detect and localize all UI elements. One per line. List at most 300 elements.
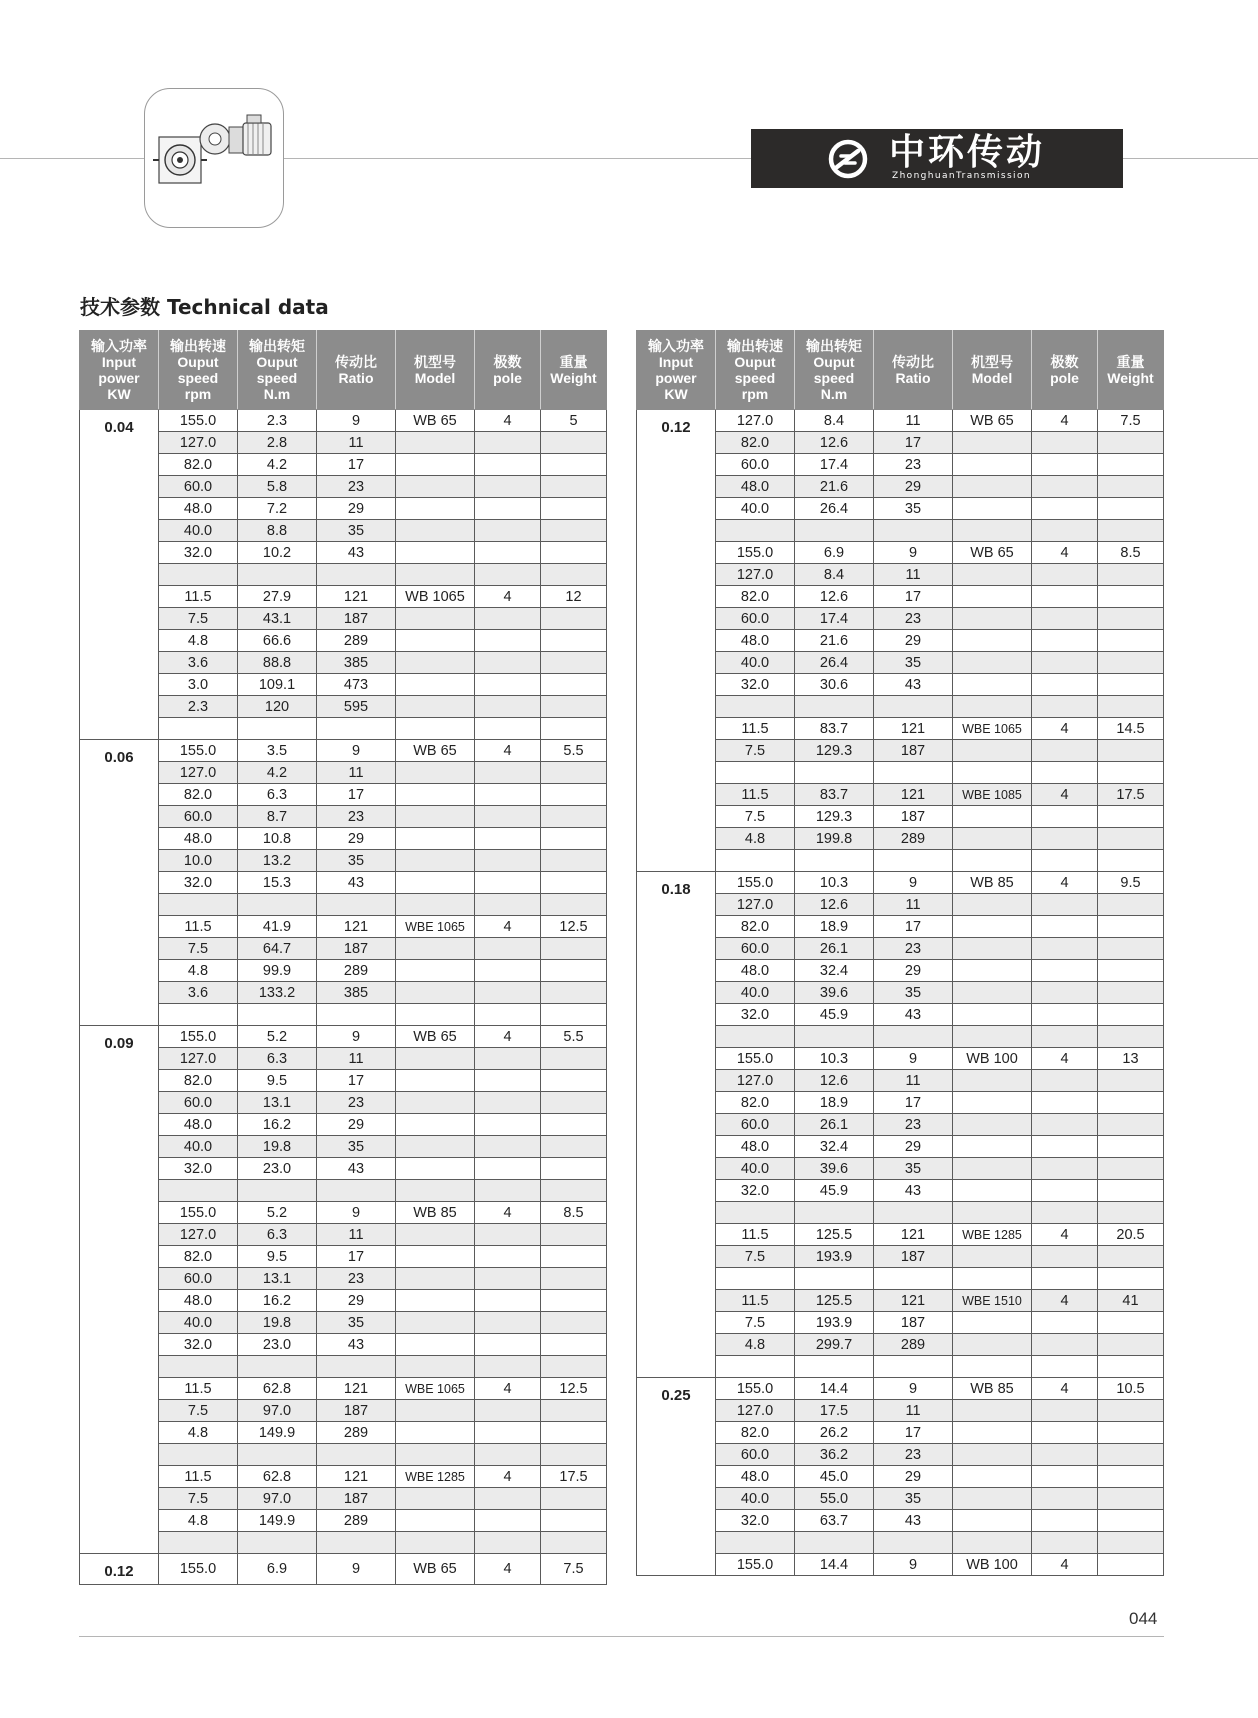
speed-cell: 32.0 <box>716 1510 795 1532</box>
table-row <box>637 432 1164 454</box>
weight-cell <box>541 718 607 740</box>
table-row <box>80 1312 607 1334</box>
table-row <box>80 1510 607 1532</box>
torque-cell: 97.0 <box>238 1488 317 1510</box>
header-output-speed: 输出转速 Ouput speed rpm <box>159 331 238 410</box>
torque-cell: 12.6 <box>795 1070 874 1092</box>
page-number: 044 <box>1129 1609 1158 1628</box>
input-power-cell: 0.04 <box>80 410 159 740</box>
pole-cell: 4 <box>475 1026 541 1048</box>
speed-cell: 32.0 <box>159 542 238 564</box>
ratio-cell: 35 <box>874 498 953 520</box>
speed-cell: 4.8 <box>716 828 795 850</box>
weight-cell <box>1098 1488 1164 1510</box>
speed-cell: 40.0 <box>716 652 795 674</box>
torque-cell: 55.0 <box>795 1488 874 1510</box>
pole-cell <box>475 454 541 476</box>
table-row <box>637 1532 1164 1554</box>
weight-cell <box>1098 630 1164 652</box>
weight-cell <box>1098 652 1164 674</box>
speed-cell: 82.0 <box>716 432 795 454</box>
model-cell <box>396 1158 475 1180</box>
table-row <box>80 1004 607 1026</box>
table-header-row <box>80 331 607 410</box>
speed-cell: 48.0 <box>159 1290 238 1312</box>
table-row <box>80 1202 607 1224</box>
torque-cell: 10.3 <box>795 1048 874 1070</box>
pole-cell <box>1032 696 1098 718</box>
model-cell <box>396 1180 475 1202</box>
model-cell <box>953 1334 1032 1356</box>
pole-cell <box>1032 630 1098 652</box>
speed-cell: 82.0 <box>716 1422 795 1444</box>
model-cell <box>953 1444 1032 1466</box>
table-row <box>637 740 1164 762</box>
ratio-cell: 187 <box>874 806 953 828</box>
table-row <box>637 1114 1164 1136</box>
table-row <box>80 410 607 432</box>
weight-cell <box>1098 498 1164 520</box>
ratio-cell: 17 <box>317 1070 396 1092</box>
table-row <box>637 1026 1164 1048</box>
weight-cell <box>541 1136 607 1158</box>
speed-cell: 155.0 <box>159 1202 238 1224</box>
pole-cell <box>1032 982 1098 1004</box>
ratio-cell: 35 <box>317 1136 396 1158</box>
input-power-cell: 0.25 <box>637 1378 716 1576</box>
pole-cell <box>475 762 541 784</box>
torque-cell: 45.0 <box>795 1466 874 1488</box>
header-rule-middle <box>282 158 751 159</box>
weight-cell <box>541 1180 607 1202</box>
weight-cell <box>541 1510 607 1532</box>
weight-cell: 10.5 <box>1098 1378 1164 1400</box>
torque-cell: 6.9 <box>795 542 874 564</box>
weight-cell <box>541 1290 607 1312</box>
pole-cell <box>1032 1158 1098 1180</box>
pole-cell <box>1032 960 1098 982</box>
table-row <box>80 432 607 454</box>
table-row <box>637 1356 1164 1378</box>
table-row <box>637 1378 1164 1400</box>
ratio-cell: 11 <box>874 1070 953 1092</box>
speed-cell: 11.5 <box>716 1224 795 1246</box>
torque-cell <box>795 1356 874 1378</box>
model-cell: WB 85 <box>953 1378 1032 1400</box>
ratio-cell: 43 <box>317 872 396 894</box>
header-model: 机型号 Model <box>953 331 1032 410</box>
ratio-cell: 187 <box>317 608 396 630</box>
model-cell <box>953 1114 1032 1136</box>
model-cell <box>953 828 1032 850</box>
model-cell: WB 100 <box>953 1554 1032 1576</box>
torque-cell <box>795 850 874 872</box>
model-cell <box>396 520 475 542</box>
speed-cell <box>159 1444 238 1466</box>
speed-cell: 4.8 <box>159 630 238 652</box>
ratio-cell: 11 <box>317 432 396 454</box>
speed-cell: 11.5 <box>716 718 795 740</box>
torque-cell: 62.8 <box>238 1466 317 1488</box>
speed-cell: 32.0 <box>159 1334 238 1356</box>
ratio-cell: 121 <box>874 1224 953 1246</box>
ratio-cell: 187 <box>874 1246 953 1268</box>
table-row <box>637 1070 1164 1092</box>
torque-cell: 99.9 <box>238 960 317 982</box>
weight-cell: 12 <box>541 586 607 608</box>
model-cell <box>396 762 475 784</box>
torque-cell: 26.1 <box>795 938 874 960</box>
speed-cell: 10.0 <box>159 850 238 872</box>
model-cell <box>396 828 475 850</box>
table-row <box>637 1158 1164 1180</box>
pole-cell <box>475 894 541 916</box>
pole-cell <box>475 542 541 564</box>
speed-cell: 40.0 <box>716 982 795 1004</box>
model-cell <box>953 916 1032 938</box>
ratio-cell: 121 <box>317 1378 396 1400</box>
ratio-cell: 23 <box>874 938 953 960</box>
torque-cell: 12.6 <box>795 432 874 454</box>
weight-cell <box>541 894 607 916</box>
table-row <box>637 498 1164 520</box>
torque-cell: 8.8 <box>238 520 317 542</box>
torque-cell: 19.8 <box>238 1136 317 1158</box>
weight-cell <box>1098 1400 1164 1422</box>
pole-cell <box>475 982 541 1004</box>
torque-cell: 149.9 <box>238 1422 317 1444</box>
ratio-cell: 29 <box>874 1466 953 1488</box>
table-row <box>80 916 607 938</box>
pole-cell <box>475 1092 541 1114</box>
table-row <box>637 1488 1164 1510</box>
ratio-cell: 17 <box>317 454 396 476</box>
table-row <box>637 608 1164 630</box>
model-cell <box>953 586 1032 608</box>
table-row <box>80 1334 607 1356</box>
table-row <box>637 520 1164 542</box>
weight-cell: 17.5 <box>541 1466 607 1488</box>
speed-cell: 4.8 <box>159 1510 238 1532</box>
ratio-cell: 9 <box>317 1554 396 1585</box>
model-cell <box>953 1400 1032 1422</box>
speed-cell: 155.0 <box>716 1554 795 1576</box>
weight-cell <box>541 674 607 696</box>
weight-cell <box>1098 982 1164 1004</box>
weight-cell <box>1098 762 1164 784</box>
speed-cell: 60.0 <box>716 938 795 960</box>
weight-cell: 7.5 <box>1098 410 1164 432</box>
model-cell <box>396 674 475 696</box>
torque-cell: 6.3 <box>238 1048 317 1070</box>
pole-cell <box>1032 850 1098 872</box>
pole-cell <box>1032 1026 1098 1048</box>
table-row <box>80 564 607 586</box>
model-cell <box>396 564 475 586</box>
table-row <box>80 1268 607 1290</box>
weight-cell <box>541 1158 607 1180</box>
weight-cell <box>541 454 607 476</box>
table-row <box>637 630 1164 652</box>
torque-cell: 18.9 <box>795 1092 874 1114</box>
torque-cell <box>238 1004 317 1026</box>
model-cell <box>396 1334 475 1356</box>
pole-cell <box>475 1158 541 1180</box>
table-row <box>637 784 1164 806</box>
torque-cell: 32.4 <box>795 960 874 982</box>
table-row <box>80 1048 607 1070</box>
pole-cell <box>475 1114 541 1136</box>
ratio-cell: 9 <box>317 1026 396 1048</box>
torque-cell: 17.4 <box>795 454 874 476</box>
ratio-cell: 17 <box>874 916 953 938</box>
model-cell <box>953 762 1032 784</box>
model-cell <box>953 982 1032 1004</box>
pole-cell <box>1032 674 1098 696</box>
speed-cell: 7.5 <box>716 1312 795 1334</box>
ratio-cell: 17 <box>317 784 396 806</box>
speed-cell: 127.0 <box>716 1400 795 1422</box>
pole-cell <box>1032 498 1098 520</box>
pole-cell <box>475 432 541 454</box>
speed-cell: 48.0 <box>716 630 795 652</box>
speed-cell: 40.0 <box>716 1488 795 1510</box>
weight-cell: 20.5 <box>1098 1224 1164 1246</box>
weight-cell <box>1098 916 1164 938</box>
table-row <box>80 498 607 520</box>
ratio-cell: 23 <box>317 1092 396 1114</box>
weight-cell <box>541 1224 607 1246</box>
speed-cell: 82.0 <box>159 454 238 476</box>
ratio-cell: 121 <box>874 784 953 806</box>
table-row <box>80 520 607 542</box>
weight-cell <box>1098 1554 1164 1576</box>
pole-cell: 4 <box>1032 718 1098 740</box>
table-row <box>80 1246 607 1268</box>
torque-cell: 26.4 <box>795 652 874 674</box>
pole-cell <box>1032 586 1098 608</box>
speed-cell: 48.0 <box>159 1114 238 1136</box>
table-row <box>637 762 1164 784</box>
torque-cell: 15.3 <box>238 872 317 894</box>
torque-cell: 10.2 <box>238 542 317 564</box>
weight-cell: 41 <box>1098 1290 1164 1312</box>
torque-cell: 4.2 <box>238 762 317 784</box>
table-row <box>637 1510 1164 1532</box>
model-cell <box>396 718 475 740</box>
pole-cell <box>1032 806 1098 828</box>
speed-cell: 127.0 <box>159 1048 238 1070</box>
model-cell <box>396 1048 475 1070</box>
model-cell <box>396 1532 475 1554</box>
torque-cell: 13.1 <box>238 1092 317 1114</box>
speed-cell: 127.0 <box>716 410 795 432</box>
pole-cell <box>1032 454 1098 476</box>
ratio-cell <box>874 1026 953 1048</box>
weight-cell <box>541 1092 607 1114</box>
ratio-cell: 23 <box>874 608 953 630</box>
table-row <box>80 1180 607 1202</box>
speed-cell: 40.0 <box>716 1158 795 1180</box>
ratio-cell: 35 <box>874 982 953 1004</box>
weight-cell <box>541 608 607 630</box>
ratio-cell: 11 <box>874 894 953 916</box>
ratio-cell <box>317 1356 396 1378</box>
input-power-cell: 0.12 <box>637 410 716 872</box>
model-cell <box>953 1488 1032 1510</box>
model-cell: WBE 1085 <box>953 784 1032 806</box>
table-row <box>637 982 1164 1004</box>
torque-cell: 12.6 <box>795 586 874 608</box>
torque-cell <box>795 520 874 542</box>
pole-cell: 4 <box>475 586 541 608</box>
ratio-cell: 473 <box>317 674 396 696</box>
pole-cell <box>475 1224 541 1246</box>
weight-cell <box>1098 564 1164 586</box>
pole-cell <box>475 674 541 696</box>
ratio-cell: 17 <box>874 1092 953 1114</box>
torque-cell: 19.8 <box>238 1312 317 1334</box>
ratio-cell: 43 <box>874 1004 953 1026</box>
weight-cell <box>1098 696 1164 718</box>
table-row <box>80 872 607 894</box>
weight-cell <box>541 476 607 498</box>
pole-cell <box>475 520 541 542</box>
ratio-cell: 11 <box>317 1224 396 1246</box>
table-row <box>637 674 1164 696</box>
speed-cell: 7.5 <box>716 806 795 828</box>
pole-cell <box>1032 1268 1098 1290</box>
torque-cell: 13.2 <box>238 850 317 872</box>
model-cell: WBE 1285 <box>396 1466 475 1488</box>
model-cell <box>953 740 1032 762</box>
torque-cell: 2.3 <box>238 410 317 432</box>
ratio-cell: 23 <box>317 1268 396 1290</box>
weight-cell <box>1098 850 1164 872</box>
weight-cell <box>541 828 607 850</box>
torque-cell: 3.5 <box>238 740 317 762</box>
model-cell <box>396 784 475 806</box>
ratio-cell: 289 <box>317 1510 396 1532</box>
header-pole: 极数 pole <box>475 331 541 410</box>
torque-cell: 5.2 <box>238 1202 317 1224</box>
model-cell: WBE 1065 <box>396 916 475 938</box>
weight-cell <box>1098 1312 1164 1334</box>
model-cell <box>396 1444 475 1466</box>
input-power-cell: 0.12 <box>80 1554 159 1585</box>
pole-cell <box>1032 1356 1098 1378</box>
table-row <box>637 872 1164 894</box>
model-cell <box>396 1290 475 1312</box>
header-output-torque: 输出转矩 Ouput speed N.m <box>238 331 317 410</box>
pole-cell <box>475 784 541 806</box>
model-cell <box>953 630 1032 652</box>
ratio-cell: 121 <box>317 916 396 938</box>
model-cell: WB 65 <box>396 1026 475 1048</box>
speed-cell: 7.5 <box>716 1246 795 1268</box>
pole-cell <box>1032 652 1098 674</box>
speed-cell: 155.0 <box>716 542 795 564</box>
pole-cell <box>1032 1400 1098 1422</box>
pole-cell <box>1032 1136 1098 1158</box>
input-power-cell: 0.18 <box>637 872 716 1378</box>
pole-cell: 4 <box>475 740 541 762</box>
ratio-cell: 187 <box>874 1312 953 1334</box>
speed-cell: 32.0 <box>716 1180 795 1202</box>
ratio-cell: 289 <box>317 1422 396 1444</box>
ratio-cell: 23 <box>874 454 953 476</box>
model-cell: WB 100 <box>953 1048 1032 1070</box>
model-cell <box>953 1026 1032 1048</box>
ratio-cell: 289 <box>317 630 396 652</box>
table-row <box>637 696 1164 718</box>
pole-cell <box>475 608 541 630</box>
model-cell: WB 65 <box>953 410 1032 432</box>
speed-cell: 155.0 <box>159 410 238 432</box>
weight-cell <box>1098 1180 1164 1202</box>
speed-cell <box>716 1026 795 1048</box>
weight-cell <box>1098 454 1164 476</box>
pole-cell <box>1032 1422 1098 1444</box>
table-row <box>637 410 1164 432</box>
weight-cell: 12.5 <box>541 1378 607 1400</box>
pole-cell <box>475 1444 541 1466</box>
pole-cell <box>475 1070 541 1092</box>
table-row <box>80 762 607 784</box>
weight-cell <box>1098 432 1164 454</box>
pole-cell <box>1032 1114 1098 1136</box>
table-row <box>80 784 607 806</box>
weight-cell <box>541 1334 607 1356</box>
weight-cell <box>1098 828 1164 850</box>
model-cell <box>396 894 475 916</box>
speed-cell: 82.0 <box>159 784 238 806</box>
ratio-cell: 29 <box>874 630 953 652</box>
pole-cell <box>475 1290 541 1312</box>
torque-cell: 299.7 <box>795 1334 874 1356</box>
table-row <box>80 1378 607 1400</box>
model-cell <box>953 894 1032 916</box>
weight-cell <box>541 784 607 806</box>
header-input-power: 输入功率 Input power KW <box>637 331 716 410</box>
pole-cell <box>1032 1466 1098 1488</box>
torque-cell: 66.6 <box>238 630 317 652</box>
model-cell <box>396 1004 475 1026</box>
speed-cell: 60.0 <box>716 608 795 630</box>
speed-cell: 11.5 <box>159 916 238 938</box>
table-row <box>80 542 607 564</box>
speed-cell: 82.0 <box>159 1246 238 1268</box>
model-cell: WBE 1065 <box>953 718 1032 740</box>
speed-cell: 60.0 <box>159 1092 238 1114</box>
speed-cell: 127.0 <box>716 564 795 586</box>
table-row <box>80 806 607 828</box>
torque-cell: 8.4 <box>795 410 874 432</box>
weight-cell <box>541 762 607 784</box>
speed-cell: 60.0 <box>159 806 238 828</box>
ratio-cell: 17 <box>874 586 953 608</box>
pole-cell <box>1032 1312 1098 1334</box>
speed-cell: 32.0 <box>159 1158 238 1180</box>
speed-cell: 82.0 <box>716 1092 795 1114</box>
torque-cell: 18.9 <box>795 916 874 938</box>
weight-cell <box>541 1070 607 1092</box>
table-row <box>637 1268 1164 1290</box>
pole-cell <box>1032 828 1098 850</box>
pole-cell <box>1032 1246 1098 1268</box>
ratio-cell: 35 <box>317 1312 396 1334</box>
speed-cell: 7.5 <box>159 938 238 960</box>
